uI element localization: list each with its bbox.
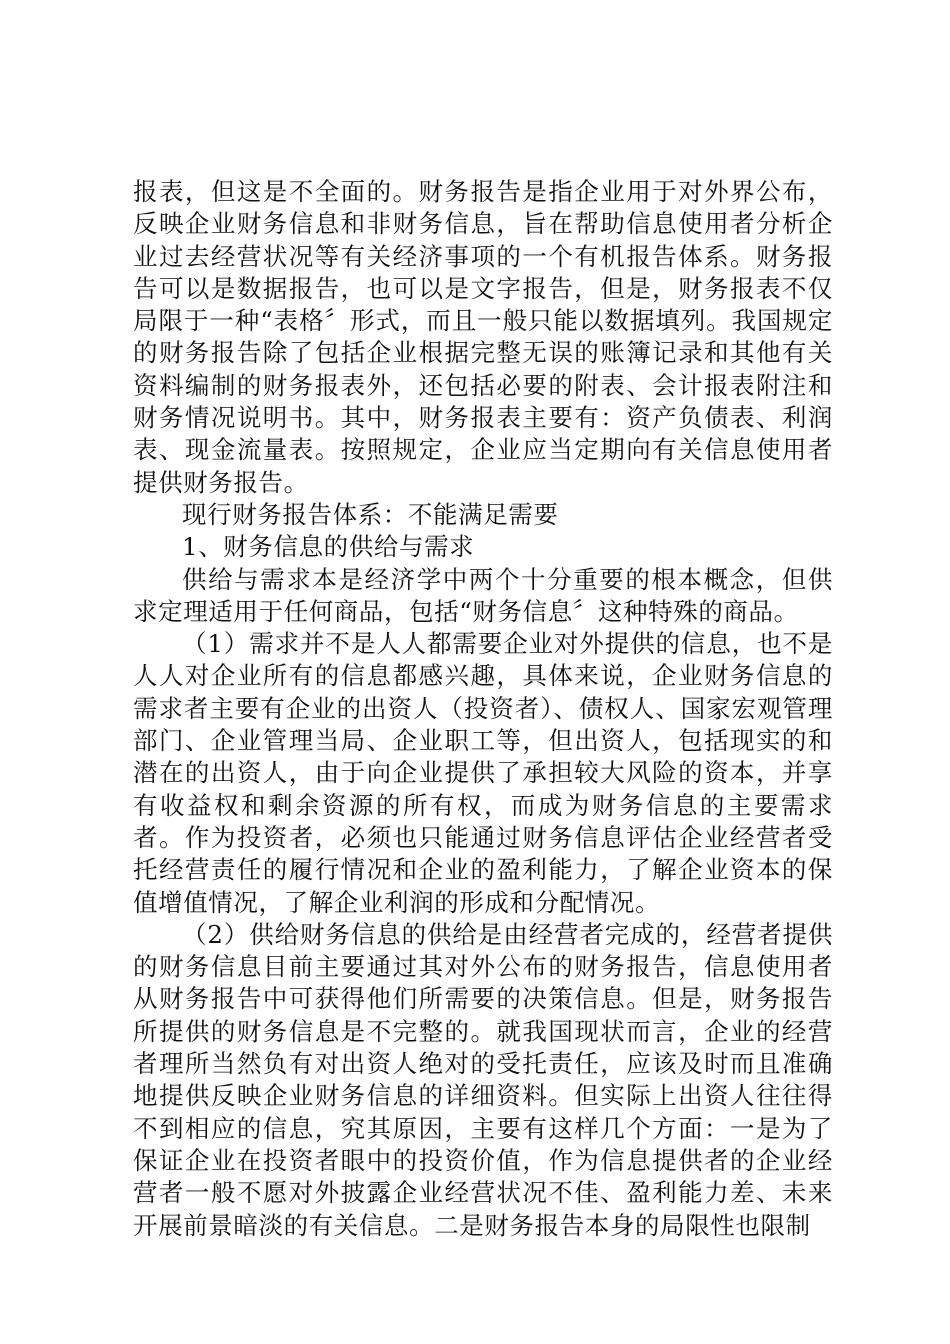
subheading-supply-and-demand: 1、财务信息的供给与需求 (182, 532, 475, 562)
document-body (133, 176, 833, 1242)
section-heading-current-system: 现行财务报告体系：不能满足需要 (182, 499, 559, 529)
paragraph-supply: （2）供给财务信息的供给是由经营者完成的，经营者提供的财务信息目前主要通过其对外公布的财务报告，信息使用者从财务报告中可获得他们所需要的决策信息。但是，财务报告所提供的财务信息是不完整的。就我国现状而言，企业的经营者理所当然负有对出资人绝对的受托责任，应该及时而且准确地提供反映企业财务信息的详细资料。但实际上出资人往往得不到相应的信息，究其原因，主要有这样几个方面：一是为了保证企业在投资者眼中的投资价值，作为信息提供者的企业经营者一般不愿对外披露企业经营状况不佳、盈利能力差、未来开展前景暗淡的有关信息。二是财务报告本身的局限性也限制 (133, 919, 833, 1240)
paragraph-financial-report-definition: 报表，但这是不全面的。财务报告是指企业用于对外界公布，反映企业财务信息和非财务信息，旨在帮助信息使用者分析企业过去经营状况等有关经济事项的一个有机报告体系。财务报告可以是数据报告，也可以是文字报告，但是，财务报表不仅局限于一种“表格〞形式，而且一般只能以数据填列。我国规定的财务报告除了包括企业根据完整无误的账簿记录和其他有关资料编制的财务报表外，还包括必要的附表、会计报表附注和财务情况说明书。其中，财务报表主要有：资产负债表、利润表、现金流量表。按照规定，企业应当定期向有关信息使用者提供财务报告。 (133, 177, 833, 497)
paragraph-supply-demand-intro: 供给与需求本是经济学中两个十分重要的根本概念，但供求定理适用于任何商品，包括“财务信息〞这种特殊的商品。 (133, 564, 833, 626)
paragraph-demand: （1）需求并不是人人都需要企业对外提供的信息，也不是人人对企业所有的信息都感兴趣，具体来说，企业财务信息的需求者主要有企业的出资人（投资者）、债权人、国家宏观管理部门、企业管理当局、企业职工等，但出资人，包括现实的和潜在的出资人，由于向企业提供了承担较大风险的资本，并享有收益权和剩余资源的所有权，而成为财务信息的主要需求者。作为投资者，必须也只能通过财务信息评估企业经营者受托经营责任的履行情况和企业的盈利能力，了解企业资本的保值增值情况，了解企业利润的形成和分配情况。 (133, 629, 833, 917)
